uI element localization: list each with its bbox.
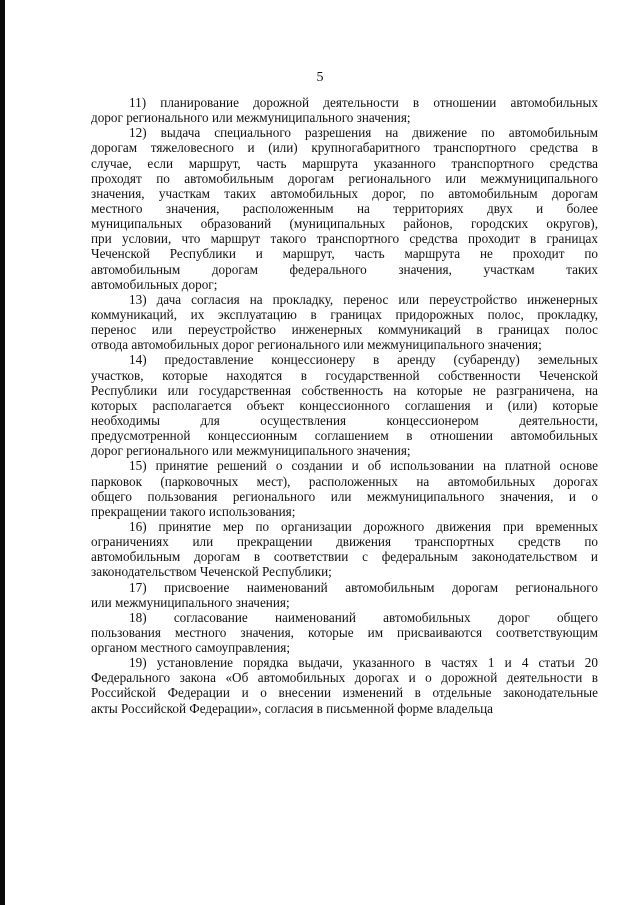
text-line: автомобильных дорог; [91,276,218,292]
text-line: Федерального закона «Об автомобильных дорогах и о дорожной деятельности в [91,670,598,686]
text-line: которых располагается объект концессионного соглашения и (или) которые [91,397,598,413]
paragraph-item-12 [91,125,598,292]
text-line: органом местного самоуправления; [91,640,290,656]
paragraph-item-13 [91,292,598,353]
paragraph-item-15 [91,458,598,519]
text-line: 14) предоставление концессионеру в аренду (субаренду) земельных [129,352,598,368]
text-line: местного значения, расположенным на территориях двух и более [91,200,598,216]
paragraph-item-14 [91,352,598,458]
text-line: 11) планирование дорожной деятельности в отношении автомобильных [129,95,598,110]
text-line: 12) выдача специального разрешения на движение по автомобильным [129,125,598,141]
text-line: законодательством Чеченской Республики; [91,564,332,580]
text-line: 18) согласование наименований автомобильных дорог общего [129,609,598,625]
text-line: пользования местного значения, которые им присваиваются соответствующим [91,624,598,640]
text-line: общего пользования регионального или межмуниципального значения, и о [91,488,598,504]
text-line: 16) принятие мер по организации дорожного движения при временных [129,518,598,534]
paragraph-item-18 [91,610,598,655]
text-line: автомобильным дорогам федерального значения, участкам таких [91,261,598,277]
text-line: перенос или переустройство инженерных коммуникаций в границах полос [91,322,598,338]
text-line: автомобильным дорогам в соответствии с федеральным законодательством и [91,549,598,565]
text-line: отвода автомобильных дорог регионального или межмуниципального значения; [91,337,542,353]
text-line: 17) присвоение наименований автомобильным дорогам регионального [129,579,598,595]
document-body [91,95,598,716]
text-line: Республики или государственная собственность на которые не разграничена, на [91,382,598,398]
text-line: предусмотренной концессионным соглашением в отношении автомобильных [91,428,598,444]
text-line: коммуникаций, их эксплуатацию в границах придорожных полос, прокладку, [91,306,598,322]
text-line: значения, участкам таких автомобильных дорог, по автомобильным дорогам [91,185,598,201]
text-line: 13) дача согласия на прокладку, перенос или переустройство инженерных [129,291,598,307]
text-line: прекращении такого использования; [91,503,296,519]
page-number: 5 [316,70,324,85]
text-line: дорог регионального или межмуниципального значения; [91,443,411,459]
text-line: Российской Федерации и о внесении изменений в отдельные законодательные [91,685,598,701]
text-line: дорогам тяжеловесного и (или) крупногабаритного транспортного средства в [91,140,598,156]
paragraph-item-11 [91,95,598,125]
text-line: дорог регионального или межмуниципального значения; [91,110,411,126]
text-line: 19) установление порядка выдачи, указанного в частях 1 и 4 статьи 20 [129,655,598,671]
paragraph-item-16 [91,519,598,580]
text-line: муниципальных образований (муниципальных районов, городских округов), [91,216,598,232]
text-line: проходят по автомобильным дорогам регионального или межмуниципального [91,170,598,186]
text-line: при условии, что маршрут такого транспортного средства проходит в границах [91,231,598,247]
scan-edge [0,0,5,905]
text-line: 15) принятие решений о создании и об использовании на платной основе [129,458,598,474]
text-line: ограничениях или прекращении движения транспортных средств по [91,534,598,550]
text-line: участков, которые находятся в государственной собственности Чеченской [91,367,598,383]
text-line: случае, если маршрут, часть маршрута указанного транспортного средства [91,155,598,171]
text-line: акты Российской Федерации», согласия в письменной форме владельца [91,700,494,716]
text-line: необходимы для осуществления концессионером деятельности, [91,412,598,428]
text-line: парковок (парковочных мест), расположенных на автомобильных дорогах [91,473,598,489]
paragraph-item-17 [91,580,598,610]
text-line: Чеченской Республики и маршрут, часть маршрута не проходит по [91,246,598,262]
paragraph-item-19 [91,655,598,716]
text-line: или межмуниципального значения; [91,594,290,610]
